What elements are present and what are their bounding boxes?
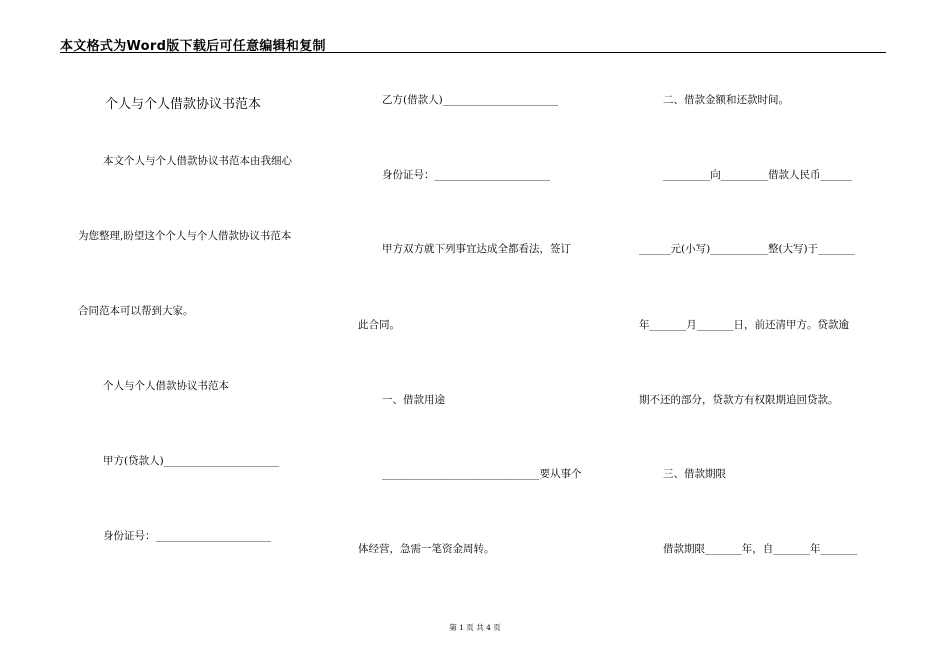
amount-line-3: 年_______月_______日，前还清甲方。贷款逾	[639, 319, 849, 331]
document-header-title: 本文格式为Word版下载后可任意编辑和复制	[60, 39, 326, 54]
purpose-line-1: ______________________________要从事个	[382, 468, 582, 480]
intro-line-2: 为您整理,盼望这个个人与个人借款协议书范本	[78, 230, 292, 242]
borrower-id-field: 身份证号：______________________	[382, 169, 550, 181]
agreement-line-2: 此合同。	[358, 319, 400, 331]
section-subtitle: 个人与个人借款协议书范本	[103, 380, 229, 392]
agreement-line-1: 甲方双方就下列事宜达成全都看法，签订	[382, 243, 571, 255]
section-heading-amount: 二、借款金额和还款时间。	[663, 94, 789, 106]
amount-line-2: ______元(小写)___________整(大写)于_______	[639, 243, 855, 255]
section-heading-purpose: 一、借款用途	[382, 394, 445, 406]
term-line-1: 借款期限_______年，自_______年_______	[663, 543, 858, 555]
intro-line-3: 合同范本可以帮到大家。	[78, 305, 194, 317]
amount-line-4: 期不还的部分，贷款方有权限期追回贷款。	[639, 394, 839, 406]
lender-id-field: 身份证号：______________________	[103, 530, 271, 542]
borrower-field: 乙方(借款人)______________________	[382, 94, 559, 106]
page-number-footer: 第 1 页 共 4 页	[449, 623, 501, 632]
lender-field: 甲方(贷款人)______________________	[103, 455, 280, 467]
amount-line-1: _________向_________借款人民币______	[663, 169, 852, 181]
intro-line-1: 本文个人与个人借款协议书范本由我细心	[103, 155, 292, 167]
purpose-line-2: 体经营，急需一笔资金周转。	[358, 543, 495, 555]
document-title: 个人与个人借款协议书范本	[105, 97, 262, 112]
header-divider	[60, 52, 886, 53]
section-heading-term: 三、借款期限	[663, 468, 726, 480]
